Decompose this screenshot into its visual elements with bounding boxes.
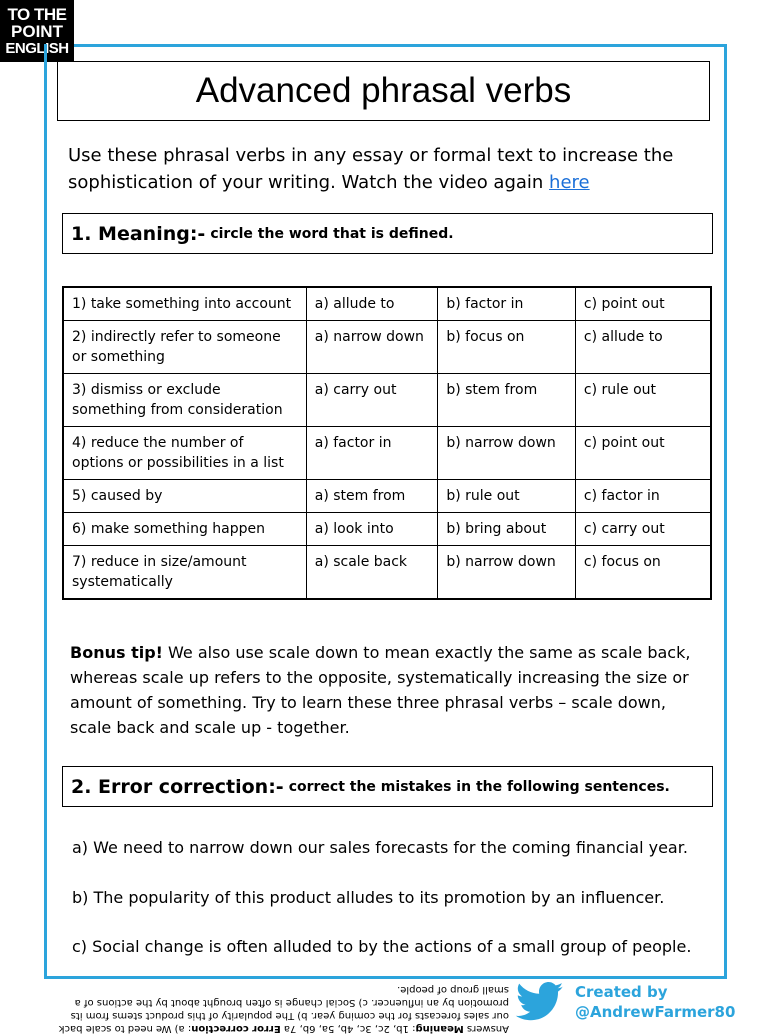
logo-line-1: TO THE: [7, 4, 67, 24]
option-cell[interactable]: c) factor in: [575, 480, 711, 513]
option-cell[interactable]: a) look into: [306, 513, 438, 546]
answers-upside-down: [56, 983, 509, 1035]
option-cell[interactable]: a) allude to: [306, 287, 438, 321]
table-row: [63, 427, 711, 480]
table-row: [63, 374, 711, 427]
error-sentence-a: a) We need to narrow down our sales forecasts for the coming financial year.: [72, 838, 688, 857]
option-cell[interactable]: b) rule out: [438, 480, 576, 513]
error-sentence-c: c) Social change is often alluded to by the actions of a small group of people.: [72, 937, 692, 956]
definition-cell: 1) take something into account: [63, 287, 306, 321]
option-cell[interactable]: c) rule out: [575, 374, 711, 427]
section-meaning-instruction: circle the word that is defined.: [210, 225, 454, 242]
error-sentence-b: b) The popularity of this product alludes to its promotion by an influencer.: [72, 888, 665, 907]
logo-line-2: POINT: [11, 21, 63, 41]
option-cell[interactable]: b) narrow down: [438, 546, 576, 600]
option-cell[interactable]: b) bring about: [438, 513, 576, 546]
option-cell[interactable]: b) focus on: [438, 321, 576, 374]
bonus-tip-label: Bonus tip!: [70, 643, 163, 662]
bonus-tip-text: We also use scale down to mean exactly the same as scale back, whereas scale up refers to the opposite, systematically increasing the size or amount of something. Try to learn these three phrasal verbs – scale down, scale back and scale up - together.: [70, 643, 691, 737]
option-cell[interactable]: b) factor in: [438, 287, 576, 321]
twitter-bird-icon: [512, 982, 568, 1022]
video-link[interactable]: here: [549, 172, 590, 193]
option-cell[interactable]: c) point out: [575, 287, 711, 321]
option-cell[interactable]: b) narrow down: [438, 427, 576, 480]
page-frame-top: [74, 44, 727, 47]
option-cell[interactable]: a) scale back: [306, 546, 438, 600]
option-cell[interactable]: a) narrow down: [306, 321, 438, 374]
option-cell[interactable]: c) allude to: [575, 321, 711, 374]
definition-cell: 3) dismiss or exclude something from consideration: [63, 374, 306, 427]
credit-line-1: Created by: [575, 983, 668, 1001]
section-meaning-header: [62, 213, 713, 254]
option-cell[interactable]: a) factor in: [306, 427, 438, 480]
answers-error: : a) We need to scale back our sales forecasts for the coming year. b) The popularity of this product stems from its promotion by an influencer. c) Social change is often brought about by the actions of a small group of people.: [58, 984, 509, 1034]
bonus-tip: [70, 640, 710, 740]
intro-text: Use these phrasal verbs in any essay or formal text to increase the sophistication of your writing. Watch the video again: [68, 145, 674, 193]
answers-meaning: : 1b, 2c, 3c, 4b, 5a, 6b, 7a: [280, 1023, 416, 1034]
section-error-header: [62, 766, 713, 807]
meaning-table: [62, 286, 712, 600]
definition-cell: 6) make something happen: [63, 513, 306, 546]
logo-line-3: ENGLISH: [5, 39, 69, 57]
option-cell[interactable]: a) carry out: [306, 374, 438, 427]
credit: [575, 982, 735, 1022]
intro-paragraph: [68, 142, 708, 196]
credit-handle: @AndrewFarmer80: [575, 1003, 736, 1021]
definition-cell: 4) reduce the number of options or possibilities in a list: [63, 427, 306, 480]
title-box: [57, 61, 710, 121]
option-cell[interactable]: b) stem from: [438, 374, 576, 427]
definition-cell: 5) caused by: [63, 480, 306, 513]
option-cell[interactable]: a) stem from: [306, 480, 438, 513]
answers-prefix: Answers: [463, 1023, 509, 1034]
table-row: [63, 287, 711, 321]
section-error-title: 2. Error correction:-: [71, 775, 284, 798]
page-title: Advanced phrasal verbs: [195, 71, 572, 110]
answers-label-error: Error correction: [191, 1023, 281, 1034]
table-row: [63, 546, 711, 600]
answers-label-meaning: Meaning: [415, 1023, 464, 1034]
table-row: [63, 321, 711, 374]
option-cell[interactable]: c) focus on: [575, 546, 711, 600]
table-row: [63, 480, 711, 513]
definition-cell: 7) reduce in size/amount systematically: [63, 546, 306, 600]
option-cell[interactable]: c) point out: [575, 427, 711, 480]
section-error-instruction: correct the mistakes in the following sentences.: [288, 778, 670, 795]
table-row: [63, 513, 711, 546]
definition-cell: 2) indirectly refer to someone or something: [63, 321, 306, 374]
section-meaning-title: 1. Meaning:-: [71, 222, 206, 245]
option-cell[interactable]: c) carry out: [575, 513, 711, 546]
